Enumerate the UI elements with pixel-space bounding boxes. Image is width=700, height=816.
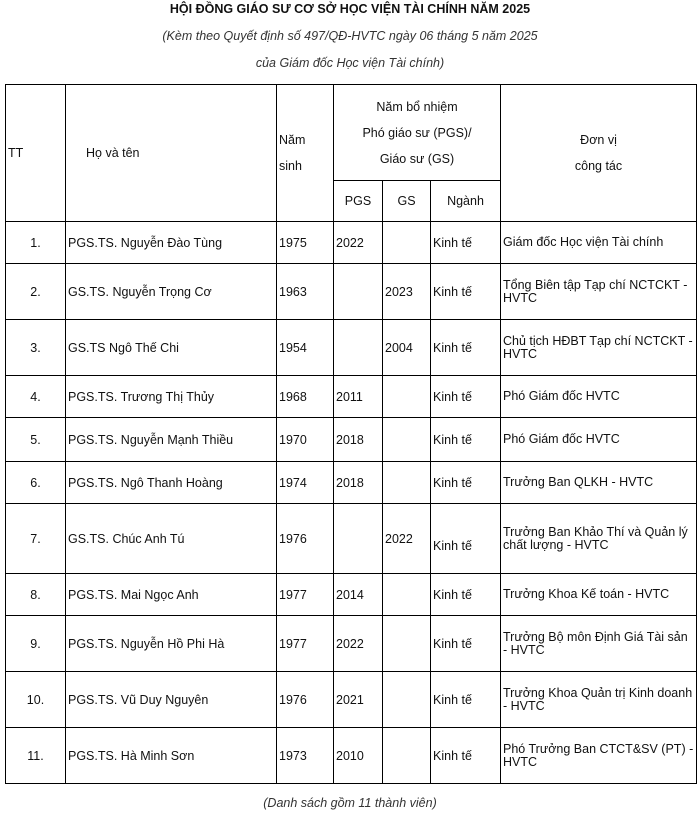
row-pgs: 2018 (334, 462, 383, 504)
row-pgs: 2018 (334, 418, 383, 462)
row-name: PGS.TS. Ngô Thanh Hoàng (66, 462, 277, 504)
row-unit: Chủ tịch HĐBT Tạp chí NCTCKT - HVTC (501, 320, 697, 376)
row-tt: 1. (6, 222, 66, 264)
row-unit: Trưởng Bộ môn Định Giá Tài sản - HVTC (501, 616, 697, 672)
row-field: Kinh tế (431, 672, 501, 728)
row-name: PGS.TS. Trương Thị Thủy (66, 376, 277, 418)
header-field: Ngành (431, 181, 501, 222)
row-tt: 4. (6, 376, 66, 418)
row-unit: Tổng Biên tập Tạp chí NCTCKT - HVTC (501, 264, 697, 320)
row-unit: Trưởng Khoa Quản trị Kinh doanh - HVTC (501, 672, 697, 728)
row-name: GS.TS. Chúc Anh Tú (66, 504, 277, 574)
header-tt: TT (6, 85, 66, 222)
row-field: Kinh tế (431, 574, 501, 616)
header-gs: GS (383, 181, 431, 222)
table-row (6, 462, 697, 504)
row-name: PGS.TS. Hà Minh Sơn (66, 728, 277, 784)
row-name: PGS.TS. Nguyễn Mạnh Thiều (66, 418, 277, 462)
row-gs: 2023 (383, 264, 431, 320)
row-birth: 1954 (277, 320, 334, 376)
header-appointment-line3: Giáo sư (GS) (379, 151, 455, 166)
row-tt: 8. (6, 574, 66, 616)
row-unit: Phó Trưởng Ban CTCT&SV (PT) - HVTC (501, 728, 697, 784)
row-field: Kinh tế (431, 264, 501, 320)
row-unit: Trưởng Ban QLKH - HVTC (501, 462, 697, 504)
row-name: PGS.TS. Nguyễn Hồ Phi Hà (66, 616, 277, 672)
row-pgs: 2021 (334, 672, 383, 728)
row-unit: Giám đốc Học viện Tài chính (501, 222, 697, 264)
header-unit-line2: công tác (574, 159, 623, 173)
row-name: GS.TS Ngô Thế Chi (66, 320, 277, 376)
row-tt: 2. (6, 264, 66, 320)
table-row (6, 264, 697, 320)
table-row (6, 728, 697, 784)
row-field: Kinh tế (431, 418, 501, 462)
row-unit: Phó Giám đốc HVTC (501, 376, 697, 418)
row-birth: 1968 (277, 376, 334, 418)
row-name: PGS.TS. Vũ Duy Nguyên (66, 672, 277, 728)
header-birth-year (277, 85, 334, 222)
row-pgs: 2022 (334, 616, 383, 672)
row-tt: 11. (6, 728, 66, 784)
row-unit: Phó Giám đốc HVTC (501, 418, 697, 462)
row-birth: 1976 (277, 672, 334, 728)
row-pgs: 2014 (334, 574, 383, 616)
row-gs (383, 222, 431, 264)
row-name: PGS.TS. Mai Ngọc Anh (66, 574, 277, 616)
row-unit: Trưởng Khoa Kế toán - HVTC (501, 574, 697, 616)
row-gs (383, 574, 431, 616)
table-row (6, 418, 697, 462)
table-row (6, 672, 697, 728)
header-birth-line2: sinh (279, 159, 302, 173)
table-row (6, 222, 697, 264)
row-tt: 10. (6, 672, 66, 728)
row-name: PGS.TS. Nguyễn Đào Tùng (66, 222, 277, 264)
row-field: Kinh tế (431, 616, 501, 672)
row-tt: 9. (6, 616, 66, 672)
row-gs: 2004 (383, 320, 431, 376)
row-name: GS.TS. Nguyễn Trọng Cơ (66, 264, 277, 320)
row-tt: 7. (6, 504, 66, 574)
table-row (6, 616, 697, 672)
row-gs: 2022 (383, 504, 431, 574)
header-birth-line1: Năm (279, 133, 306, 147)
row-field: Kinh tế (431, 504, 501, 574)
table-row (6, 376, 697, 418)
row-birth: 1970 (277, 418, 334, 462)
row-gs (383, 462, 431, 504)
row-birth: 1963 (277, 264, 334, 320)
row-field: Kinh tế (431, 462, 501, 504)
row-gs (383, 672, 431, 728)
row-field: Kinh tế (431, 728, 501, 784)
row-gs (383, 616, 431, 672)
header-unit-line1: Đơn vị (580, 133, 617, 147)
header-unit (501, 85, 697, 222)
member-count-note: (Danh sách gồm 11 thành viên) (263, 796, 437, 810)
row-pgs: 2010 (334, 728, 383, 784)
row-unit: Trưởng Ban Khảo Thí và Quản lý chất lượng - HVTC (501, 504, 697, 574)
row-birth: 1976 (277, 504, 334, 574)
row-pgs (334, 320, 383, 376)
row-gs (383, 418, 431, 462)
row-pgs: 2011 (334, 376, 383, 418)
row-pgs: 2022 (334, 222, 383, 264)
document-title: HỘI ĐỒNG GIÁO SƯ CƠ SỞ HỌC VIỆN TÀI CHÍNH NĂM 2025 (169, 2, 531, 16)
header-name: Họ và tên (66, 85, 277, 222)
row-field: Kinh tế (431, 222, 501, 264)
table-row (6, 574, 697, 616)
header-appointment-line1: Năm bổ nhiệm (376, 99, 458, 114)
issuer-line: của Giám đốc Học viện Tài chính) (255, 56, 445, 70)
table-row (6, 504, 697, 574)
row-field: Kinh tế (431, 376, 501, 418)
row-birth: 1975 (277, 222, 334, 264)
header-appointment-line2: Phó giáo sư (PGS)/ (362, 125, 472, 140)
row-pgs (334, 264, 383, 320)
row-birth: 1973 (277, 728, 334, 784)
row-pgs (334, 504, 383, 574)
row-birth: 1977 (277, 616, 334, 672)
row-gs (383, 728, 431, 784)
decision-reference: (Kèm theo Quyết định số 497/QĐ-HVTC ngày 06 tháng 5 năm 2025 (162, 29, 538, 43)
row-birth: 1977 (277, 574, 334, 616)
row-tt: 3. (6, 320, 66, 376)
row-birth: 1974 (277, 462, 334, 504)
row-tt: 5. (6, 418, 66, 462)
header-appointment (334, 85, 501, 181)
council-table (5, 84, 697, 784)
row-field: Kinh tế (431, 320, 501, 376)
header-pgs: PGS (334, 181, 383, 222)
table-row (6, 320, 697, 376)
row-gs (383, 376, 431, 418)
row-tt: 6. (6, 462, 66, 504)
